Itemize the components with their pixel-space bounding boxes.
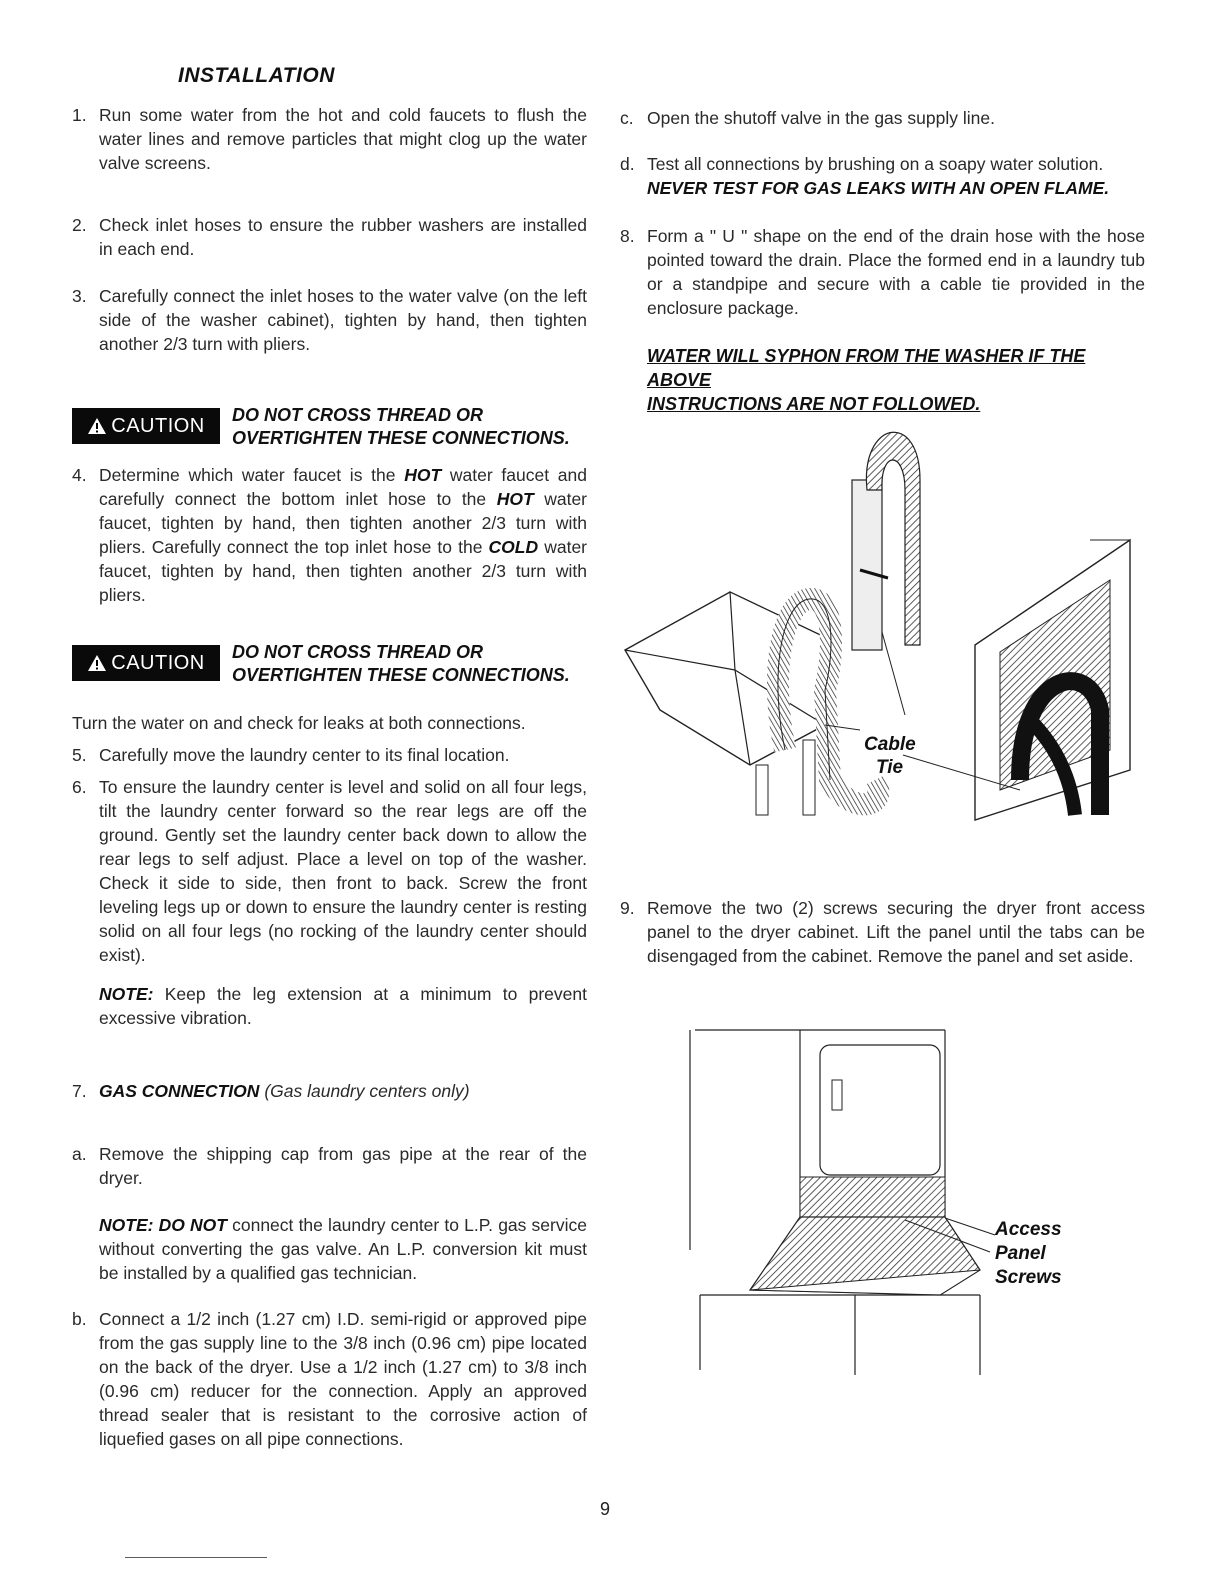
caution-line: DO NOT CROSS THREAD OR [232, 405, 484, 425]
step-text [99, 463, 587, 607]
standpipe [852, 432, 920, 650]
warning-triangle-icon [87, 654, 107, 672]
step-b [72, 1307, 587, 1451]
step-4 [72, 463, 587, 607]
laundry-center-outline [690, 1030, 995, 1375]
drain-hose-figure [620, 420, 1140, 830]
emphasis-hot: HOT [496, 489, 534, 509]
text-run: Test all connections by brushing on a soapy water solution. [647, 154, 1104, 174]
step-1 [72, 103, 587, 175]
step-text: Remove the shipping cap from gas pipe at the rear of the dryer. [99, 1144, 587, 1188]
step-3 [72, 284, 587, 356]
caution-message [232, 641, 570, 687]
screws-label: Screws [995, 1267, 1062, 1288]
step-number: c. [620, 108, 634, 128]
step-number: 1. [72, 105, 87, 125]
step-number: 9. [620, 898, 635, 918]
step-number: 5. [72, 745, 87, 765]
laundry-tub [625, 592, 835, 815]
turn-on-text: Turn the water on and check for leaks at both connections. [72, 713, 526, 733]
note-label: NOTE: [99, 984, 154, 1004]
step-a [72, 1142, 587, 1190]
cable-label: Cable [864, 734, 916, 755]
step-text: Connect a 1/2 inch (1.27 cm) I.D. semi-rigid or approved pipe from the gas supply line to the 3/8 inch (0.96 cm) pipe located on the back of the dryer. Use a 1/2 inch (1.27 cm) to 3/8 inch (0.96 cm) reducer for the connection. Apply an approved thread sealer that is resistant to the corrosive action of liquefied gases on all pipe connections. [99, 1309, 587, 1449]
access-panel-figure [680, 1020, 1100, 1385]
caution-line: OVERTIGHTEN THESE CONNECTIONS. [232, 665, 570, 685]
step-number: a. [72, 1144, 87, 1164]
step-7 [72, 1079, 587, 1103]
caution-badge [72, 645, 220, 681]
page-number: 9 [600, 1499, 611, 1519]
step-text: Open the shutoff valve in the gas supply line. [647, 108, 995, 128]
caution-line: DO NOT CROSS THREAD OR [232, 642, 484, 662]
text-run: water faucet and carefully connect the bottom inlet hose to the [99, 465, 587, 509]
text-run: water faucet, tighten by hand, then tighten another 2/3 turn with pliers. [99, 537, 587, 605]
access-label: Access [995, 1219, 1062, 1240]
step-number: 2. [72, 215, 87, 235]
step-6 [72, 775, 587, 967]
step-number: d. [620, 154, 635, 174]
step-2 [72, 213, 587, 261]
note-label: NOTE: DO NOT [99, 1215, 227, 1235]
caution-badge [72, 408, 220, 444]
note-text: connect the laundry center to L.P. gas service without converting the gas valve. An L.P. conversion kit must be installed by a qualified gas technician. [99, 1215, 587, 1283]
warning-line: WATER WILL SYPHON FROM THE WASHER IF THE ABOVE [647, 346, 1086, 390]
step-text [99, 1079, 587, 1103]
gas-connection-sub: (Gas laundry centers only) [264, 1081, 470, 1101]
step-9 [620, 896, 1145, 968]
step-text: Check inlet hoses to ensure the rubber washers are installed in each end. [99, 215, 587, 259]
text-run: Determine which water faucet is the [99, 465, 405, 485]
step-number: 8. [620, 226, 635, 246]
caution-label: CAUTION [111, 651, 205, 674]
step-text: Form a " U " shape on the end of the drain hose with the hose pointed toward the drain. Place the formed end in a laundry tub or a standpipe and secure with a cable tie provided in the enclosure package. [647, 226, 1145, 318]
caution-line: OVERTIGHTEN THESE CONNECTIONS. [232, 428, 570, 448]
open-flame-warning: NEVER TEST FOR GAS LEAKS WITH AN OPEN FLAME. [647, 178, 1110, 198]
caution-label: CAUTION [111, 414, 205, 437]
footer-rule [125, 1557, 267, 1558]
emphasis-hot: HOT [404, 465, 442, 485]
emphasis-cold: COLD [488, 537, 539, 557]
step-text: To ensure the laundry center is level and solid on all four legs, tilt the laundry center forward so the rear legs are off the ground. Gently set the laundry center back down to allow the rear legs to self adjust. Place a level on top of the washer. Check it side to side, then front to back. Screw the front leveling legs up or down to ensure the laundry center is resting solid on all four legs (no rocking of the laundry center should exist). [99, 777, 587, 965]
syphon-warning [647, 344, 1147, 416]
panel-label: Panel [995, 1243, 1046, 1264]
page-heading: INSTALLATION [178, 64, 335, 87]
step-text: Carefully move the laundry center to its final location. [99, 745, 510, 765]
step-number: 7. [72, 1081, 87, 1101]
step-number: b. [72, 1309, 87, 1329]
warning-triangle-icon [87, 417, 107, 435]
gas-connection-label: GAS CONNECTION [99, 1081, 260, 1101]
step-d [620, 152, 1145, 200]
caution-message [232, 404, 570, 450]
step-number: 4. [72, 465, 87, 485]
step-5 [72, 743, 587, 767]
text-run: water faucet, tighten by hand, then tighten another 2/3 turn with pliers. Carefully connect the top inlet hose to the [99, 489, 588, 557]
step-c [620, 106, 1145, 130]
note-lp-gas [99, 1213, 587, 1285]
note-leg-extension [99, 982, 587, 1030]
note-text: Keep the leg extension at a minimum to prevent excessive vibration. [99, 984, 587, 1028]
step-8 [620, 224, 1145, 320]
step-number: 6. [72, 777, 87, 797]
step-text: Carefully connect the inlet hoses to the water valve (on the left side of the washer cabinet), tighten by hand, then tighten another 2/3 turn with pliers. [99, 286, 587, 354]
step-text [647, 152, 1145, 200]
step-number: 3. [72, 286, 87, 306]
step-text: Remove the two (2) screws securing the dryer front access panel to the dryer cabinet. Lift the panel until the tabs can be disengaged from the cabinet. Remove the panel and set aside. [647, 898, 1145, 966]
wall-box [975, 540, 1130, 820]
step-text: Run some water from the hot and cold faucets to flush the water lines and remove particles that might clog up the water valve screens. [99, 105, 587, 173]
tie-label: Tie [876, 757, 904, 778]
warning-line: INSTRUCTIONS ARE NOT FOLLOWED. [647, 394, 981, 414]
